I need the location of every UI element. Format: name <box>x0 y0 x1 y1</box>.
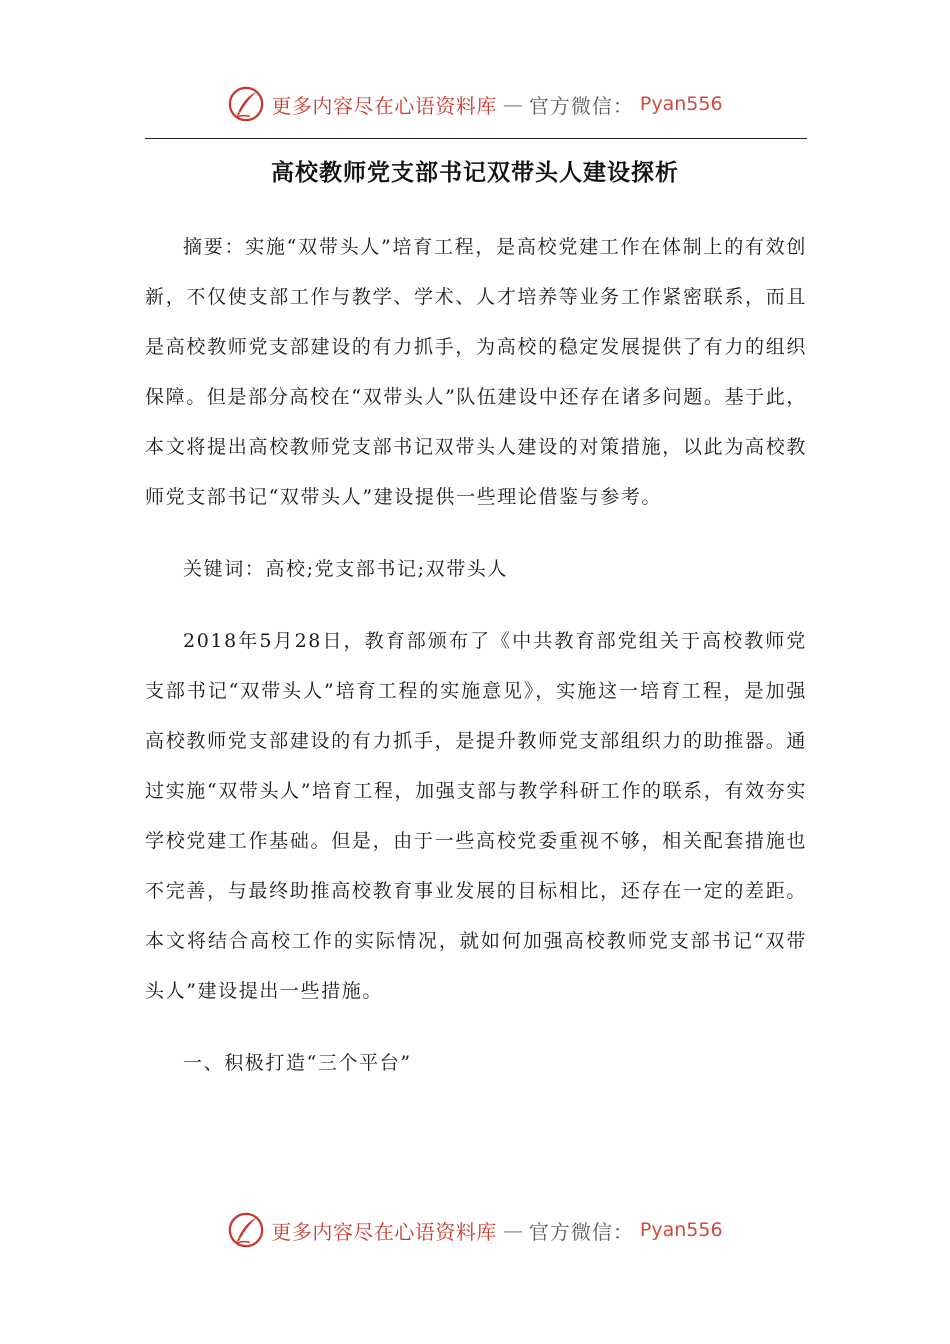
official-wechat-label: 官方微信： <box>528 1219 634 1244</box>
section-heading: 一、积极打造“三个平台” <box>183 1052 412 1074</box>
official-wechat-label: 官方微信： <box>528 93 634 118</box>
brand-name: 更多内容尽在心语资料库 <box>271 1219 497 1244</box>
wechat-id: Pyan556 <box>639 93 723 115</box>
keywords-paragraph: 关键词：高校;党支部书记;双带头人 <box>183 558 509 580</box>
quill-pen-logo-icon <box>227 1211 265 1249</box>
page-title: 高校教师党支部书记双带头人建设探析 <box>271 159 679 186</box>
banner-dash: — <box>502 92 523 116</box>
footer-banner <box>0 1208 950 1252</box>
quill-pen-logo-icon <box>227 85 265 123</box>
header-divider <box>145 138 807 139</box>
wechat-id: Pyan556 <box>639 1219 723 1241</box>
banner-dash: — <box>502 1218 523 1242</box>
brand-name: 更多内容尽在心语资料库 <box>271 93 497 118</box>
abstract-paragraph: 摘要：实施“双带头人”培育工程，是高校党建工作在体制上的有效创新，不仅使支部工作与教学、学术、人才培养等业务工作紧密联系，而且是高校教师党支部建设的有力抓手，为高校的稳定发展提供了有力的组织保障。但是部分高校在“双带头人”队伍建设中还存在诸多问题。基于此，本文将提出高校教师党支部书记双带头人建设的对策措施，以此为高校教师党支部书记“双带头人”建设提供一些理论借鉴与参考。 <box>145 236 807 508</box>
document-body <box>145 222 807 1088</box>
intro-paragraph: 2018年5月28日，教育部颁布了《中共教育部党组关于高校教师党支部书记“双带头人”培育工程的实施意见》，实施这一培育工程，是加强高校教师党支部建设的有力抓手，是提升教师党支部组织力的助推器。通过实施“双带头人”培育工程，加强支部与教学科研工作的联系，有效夯实学校党建工作基础。但是，由于一些高校党委重视不够，相关配套措施也不完善，与最终助推高校教育事业发展的目标相比，还存在一定的差距。本文将结合高校工作的实际情况，就如何加强高校教师党支部书记“双带头人”建设提出一些措施。 <box>145 630 807 1002</box>
header-banner <box>0 82 950 126</box>
